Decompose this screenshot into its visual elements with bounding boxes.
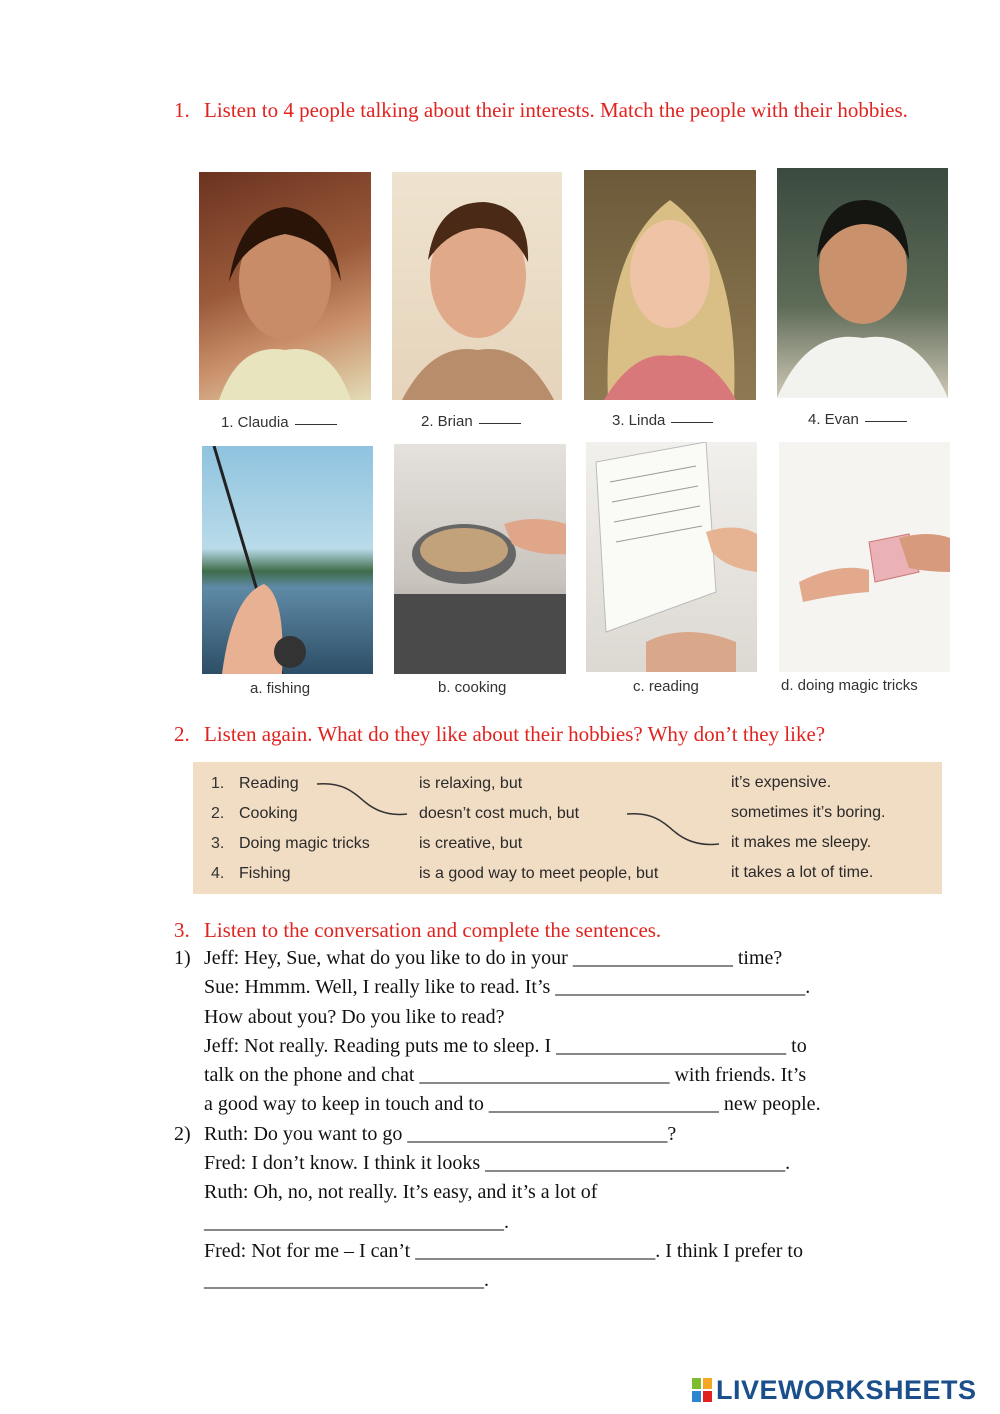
linda-photo [584, 170, 756, 400]
table-row-2-hobby: 2. Cooking [211, 805, 298, 822]
answer-blank[interactable] [865, 421, 907, 422]
question-1 [174, 95, 914, 125]
caption-magic-tricks: d. doing magic tricks [781, 677, 918, 694]
item-number: 1) [174, 947, 191, 969]
caption-evan: 4. Evan [808, 411, 907, 428]
table-row-1-like: is relaxing, but [419, 775, 523, 792]
question-number: 1. [174, 98, 190, 122]
question-number: 2. [174, 722, 190, 746]
fishing-photo [202, 446, 373, 674]
table-row-4-hobby: 4. Fishing [211, 865, 291, 882]
question-2 [174, 719, 934, 749]
caption-claudia: 1. Claudia [221, 414, 337, 431]
match-lines [193, 762, 942, 894]
logo-icon [692, 1378, 712, 1402]
table-row-1-hobby: 1. Reading [211, 775, 299, 792]
table-row-3-like: is creative, but [419, 835, 523, 852]
table-row-1-dislike: it’s expensive. [731, 774, 832, 791]
caption-reading: c. reading [633, 678, 699, 695]
table-row-2-like: doesn’t cost much, but [419, 805, 580, 822]
question-text: Listen again. What do they like about their hobbies? Why don’t they like? [204, 722, 826, 746]
answer-blank[interactable] [479, 423, 521, 424]
caption-fishing: a. fishing [250, 680, 311, 697]
table-row-4-like: is a good way to meet people, but [419, 865, 659, 882]
question-number: 3. [174, 918, 190, 942]
answer-blank[interactable] [295, 424, 337, 425]
magic-tricks-photo [779, 442, 950, 672]
caption-brian: 2. Brian [421, 413, 521, 430]
reading-photo [586, 442, 757, 672]
matching-table [193, 762, 942, 894]
evan-photo [777, 168, 948, 398]
question-text: Listen to 4 people talking about their interests. Match the people with their hobbies. [204, 98, 908, 122]
caption-cooking: b. cooking [438, 679, 507, 696]
caption-linda: 3. Linda [612, 412, 713, 429]
table-row-4-dislike: it takes a lot of time. [731, 864, 874, 881]
logo-text: LIVEWORKSHEETS [716, 1374, 977, 1405]
question-3 [174, 915, 934, 945]
claudia-photo [199, 172, 371, 400]
cooking-photo [394, 444, 566, 674]
answer-blank[interactable] [671, 422, 713, 423]
table-row-2-dislike: sometimes it’s boring. [731, 804, 886, 821]
brian-photo [392, 172, 562, 400]
question-text: Listen to the conversation and complete the sentences. [204, 918, 662, 942]
table-row-3-dislike: it makes me sleepy. [731, 834, 872, 851]
table-row-3-hobby: 3. Doing magic tricks [211, 835, 370, 852]
liveworksheets-logo [692, 1376, 977, 1404]
item-number: 2) [174, 1122, 191, 1145]
